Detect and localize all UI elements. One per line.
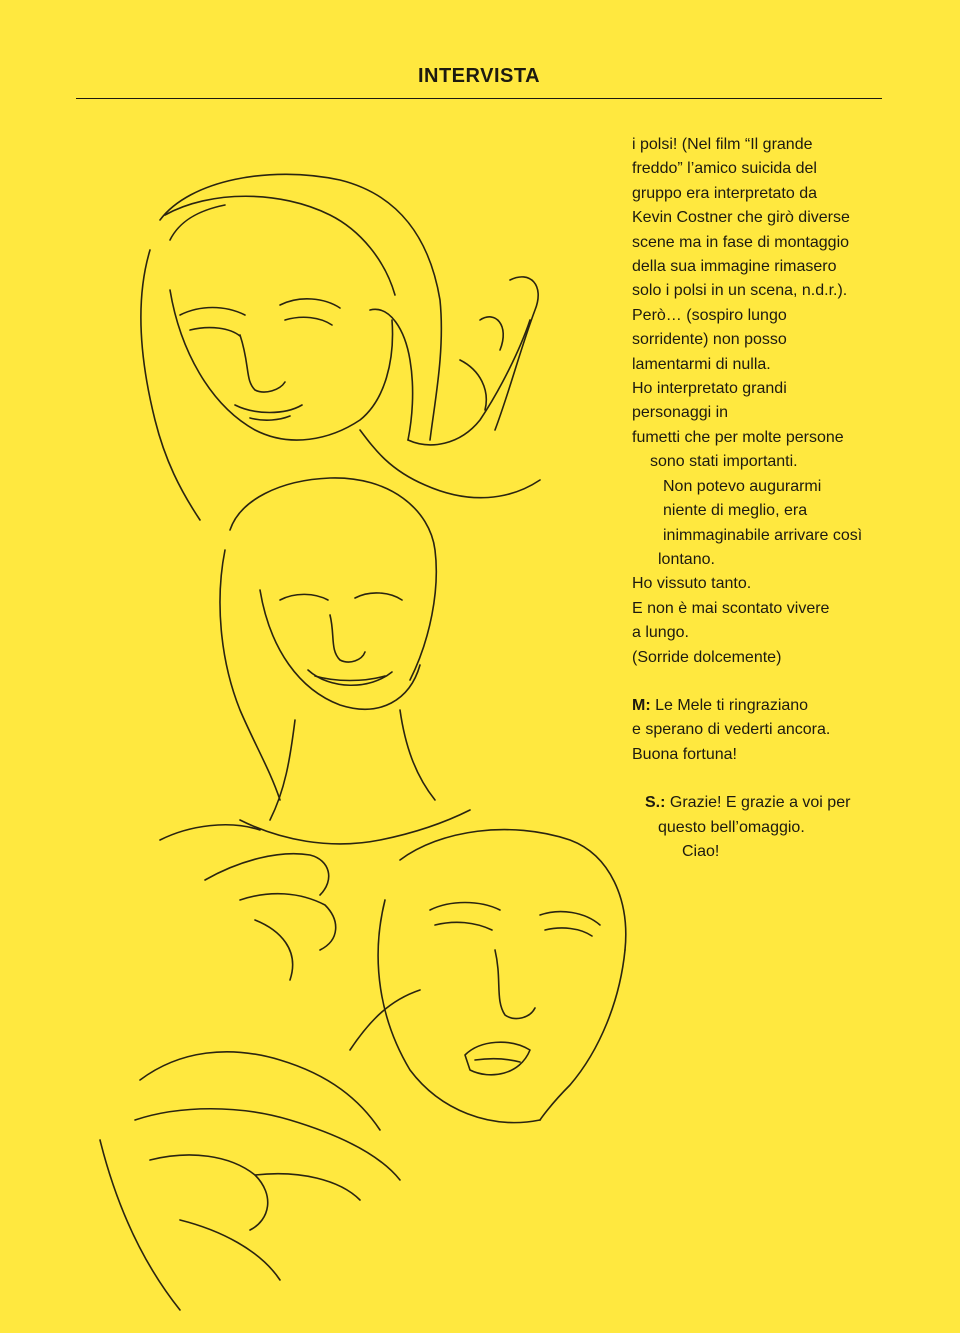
pencil-sketch-three-faces-illustration <box>40 120 630 1330</box>
paragraph-line: solo i polsi in un scena, n.d.r.). <box>632 282 848 300</box>
paragraph-line: freddo” l’amico suicida del <box>632 160 817 178</box>
m-line <box>632 694 932 718</box>
m-line-text: Le Mele ti ringraziano <box>655 696 809 714</box>
paragraph-line: sono stati importanti. <box>650 453 798 471</box>
paragraph-line: lamentarmi di nulla. <box>632 355 771 373</box>
paragraph-line: gruppo era interpretato da <box>632 184 818 202</box>
m-line: Buona fortuna! <box>632 745 737 763</box>
paragraph-line: Ho interpretato grandi <box>632 380 787 398</box>
spacer <box>632 670 932 694</box>
s-speaker-label: S.: <box>645 794 666 812</box>
paragraph-line: scene ma in fase di montaggio <box>632 233 850 251</box>
paragraph-line: inimmaginabile arrivare così <box>663 526 863 544</box>
paragraph-line: i polsi! (Nel film “Il grande <box>632 136 813 153</box>
paragraph-line: Non potevo augurarmi <box>663 477 822 495</box>
s-line: questo bell’omaggio. <box>658 818 805 836</box>
paragraph-line: della sua immagine rimasero <box>632 258 837 276</box>
paragraph-line: sorridente) non posso <box>632 331 787 349</box>
paragraph-line: Ho vissuto tanto. <box>632 575 752 593</box>
m-speaker-label: M: <box>632 696 651 714</box>
paragraph-line: Però… (sospiro lungo <box>632 306 787 324</box>
paragraph-line: fumetti che per molte persone <box>632 428 844 446</box>
paragraph-line: (Sorride dolcemente) <box>632 648 782 666</box>
spacer <box>632 767 932 791</box>
s-line <box>632 791 932 815</box>
s-line: Ciao! <box>682 842 720 860</box>
page-title: INTERVISTA <box>417 65 541 87</box>
paragraph-line: Kevin Costner che girò diverse <box>632 209 850 227</box>
paragraph-line: personaggi in <box>632 404 729 422</box>
m-line: e sperano di vederti ancora. <box>632 721 831 739</box>
page-header <box>76 58 882 99</box>
paragraph-line: E non è mai scontato vivere <box>632 599 830 617</box>
paragraph-line: lontano. <box>658 550 715 568</box>
paragraph-line: niente di meglio, era <box>663 502 808 520</box>
s-line-text: Grazie! E grazie a voi per <box>669 794 851 812</box>
interview-text-column <box>632 133 932 864</box>
paragraph-line: a lungo. <box>632 624 689 642</box>
